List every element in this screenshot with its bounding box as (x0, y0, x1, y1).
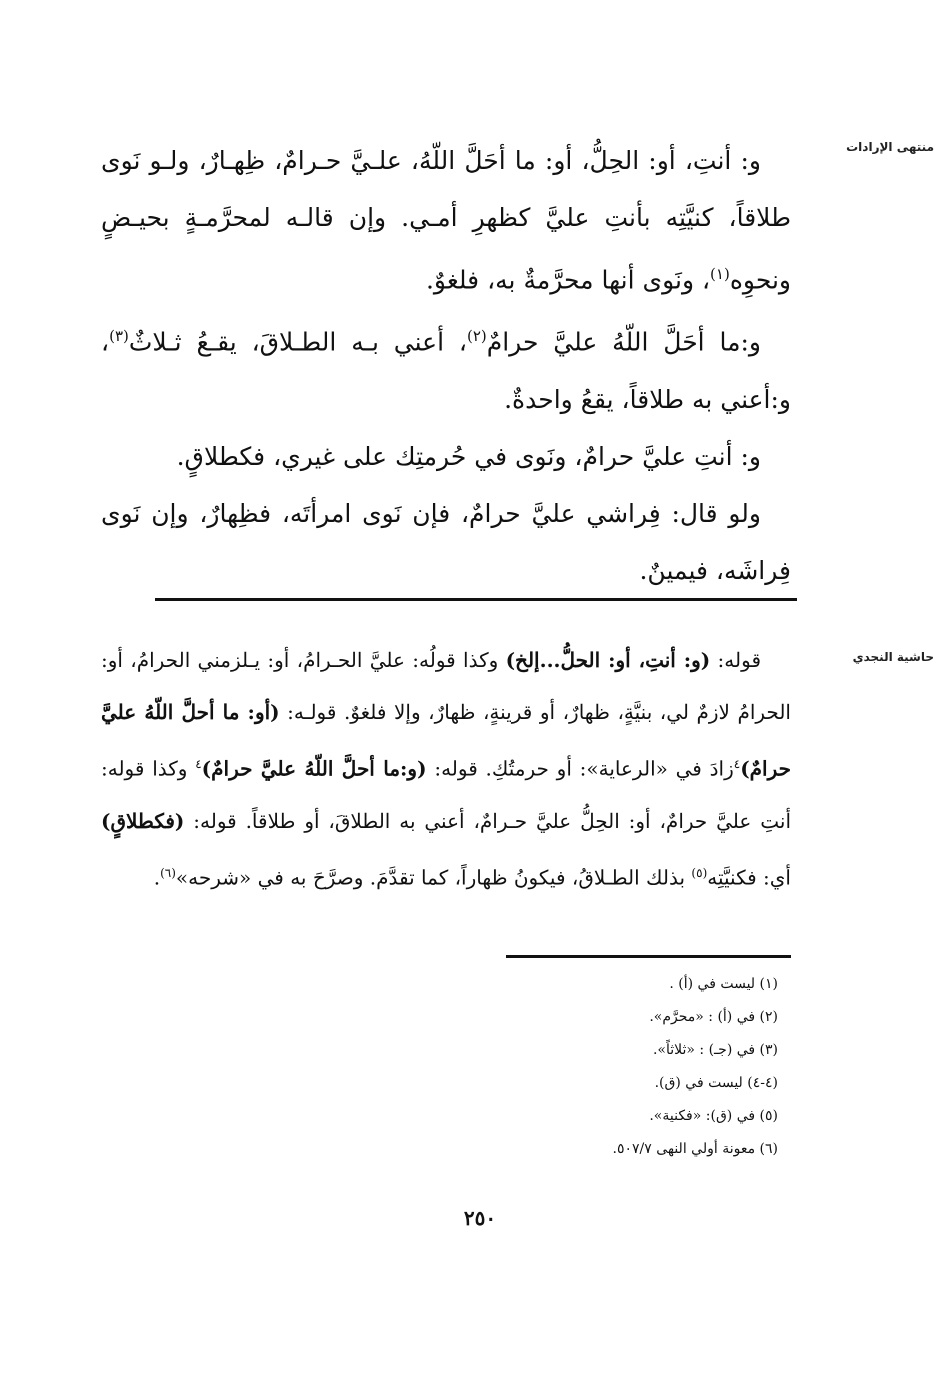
matn-paragraph-4: ولو قال: فِراشي عليَّ حرامٌ، فإن نَوى امرأتَه، فظِهارٌ، وإن نَوى فِراشَه، فيمينٌ. (101, 498, 791, 585)
margin-label-hashiya: حاشية النجدي (852, 650, 934, 664)
matn-text: ، ونَوى أنها محرَّمةٌ به، فلغوٌ. (425, 265, 711, 295)
quoted-lemma: (و:ما أحلَّ اللّهُ عليَّ حرامٌ) (201, 756, 427, 781)
section-divider (155, 598, 797, 601)
footnotes-list (258, 968, 778, 1166)
footnote-ref: (٥) (691, 865, 708, 880)
commentary-text-run: . (153, 865, 161, 890)
matn-text: ، و:أعني به طلاقاً، يقعُ واحدةٌ. (101, 327, 791, 414)
footnote-divider (506, 955, 791, 958)
footnote-item: (٥) في (ق): «فكنية». (649, 1108, 778, 1124)
commentary-text-run: وكذا قولُه: عليَّ الحـرامُ، أو: يـلزمني الحرامُ، أو: الحرامُ لازمٌ لي، بنيَّةٍ، ظهارٌ، أو قرينةٍ، ظهارٌ، وإلا فلغوٌ. قولـه: (101, 648, 791, 724)
matn-text: و: أنتِ، أو: الحِلُّ، أو: ما أحَلَّ اللّهُ، علـيَّ حـرامٌ، ظِهـارٌ، ولـو نَوى طلاقاً، كنيَّتِه بأنتِ عليَّ كظهرِ أمـي. وإن قالـه لمحرَّمـةٍ بحيـضٍ ونحوِه (101, 146, 791, 295)
footnote-item: (١) ليست في (أ) . (669, 976, 778, 992)
footnote-ref: (٢) (466, 327, 487, 346)
matn-text: ، أعني بـه الطـلاقَ، يقـعُ ثـلاثٌ (128, 327, 467, 357)
footnote-ref: (١) (710, 265, 730, 283)
matn-paragraph-3: و: أنتِ عليَّ حرامٌ، ونَوى في حُرمتِك على غيري، فكطلاقٍ. (176, 441, 761, 471)
footnote-item: (٣) في (جـ) : «ثلاثاً». (652, 1042, 778, 1058)
commentary-text-run: وكذا قوله: أنتِ عليَّ حرامٌ، أو: الحِلُّ عليَّ حـرامٌ، أعني به الطلاقَ، أو طلاقاً. قوله: (101, 756, 791, 833)
footnote-item: (٦) معونة أولي النهى ٥٠٧/٧. (612, 1141, 778, 1157)
quoted-lemma: (فكطلاقٍ) (101, 808, 185, 833)
matn-paragraph-2 (101, 308, 791, 427)
page-number: ٢٥٠ (463, 1206, 497, 1230)
commentary-text-run: بذلك الطـلاقُ، فيكونُ ظهاراً، كما تقدَّمَ. وصرَّحَ به في «شرحه» (175, 865, 692, 890)
matn-paragraph-1 (101, 132, 791, 308)
commentary-text-run: أي: فكنيَّتِه (707, 865, 791, 890)
commentary-text (101, 634, 791, 903)
footnote-item: (٢) في (أ) : «محرَّم». (649, 1009, 778, 1025)
main-text (101, 132, 791, 599)
matn-text: و:ما أحَلَّ اللّهُ عليَّ حرامٌ (486, 327, 761, 357)
variant-marker: ٤ (195, 757, 202, 771)
commentary-text-run: قوله: (710, 648, 761, 672)
variant-marker: ٤ (733, 757, 741, 771)
footnote-ref: (٣) (109, 327, 129, 346)
footnote-ref: (٦) (160, 865, 176, 880)
footnote-item: (٤-٤) ليست في (ق). (654, 1075, 778, 1091)
commentary-text-run: زادَ في «الرعاية»: أو حرمتُكِ. قوله: (426, 756, 734, 781)
commentary-paragraph (101, 634, 791, 903)
quoted-lemma: (و: أنتِ، أو: الحلُّ...إلخ) (505, 648, 711, 672)
quoted-lemma: (أو: ما أحلَّ اللّهُ عليَّ حرامٌ) (101, 700, 792, 781)
margin-label-matn: منتهى الإرادات (846, 140, 934, 154)
